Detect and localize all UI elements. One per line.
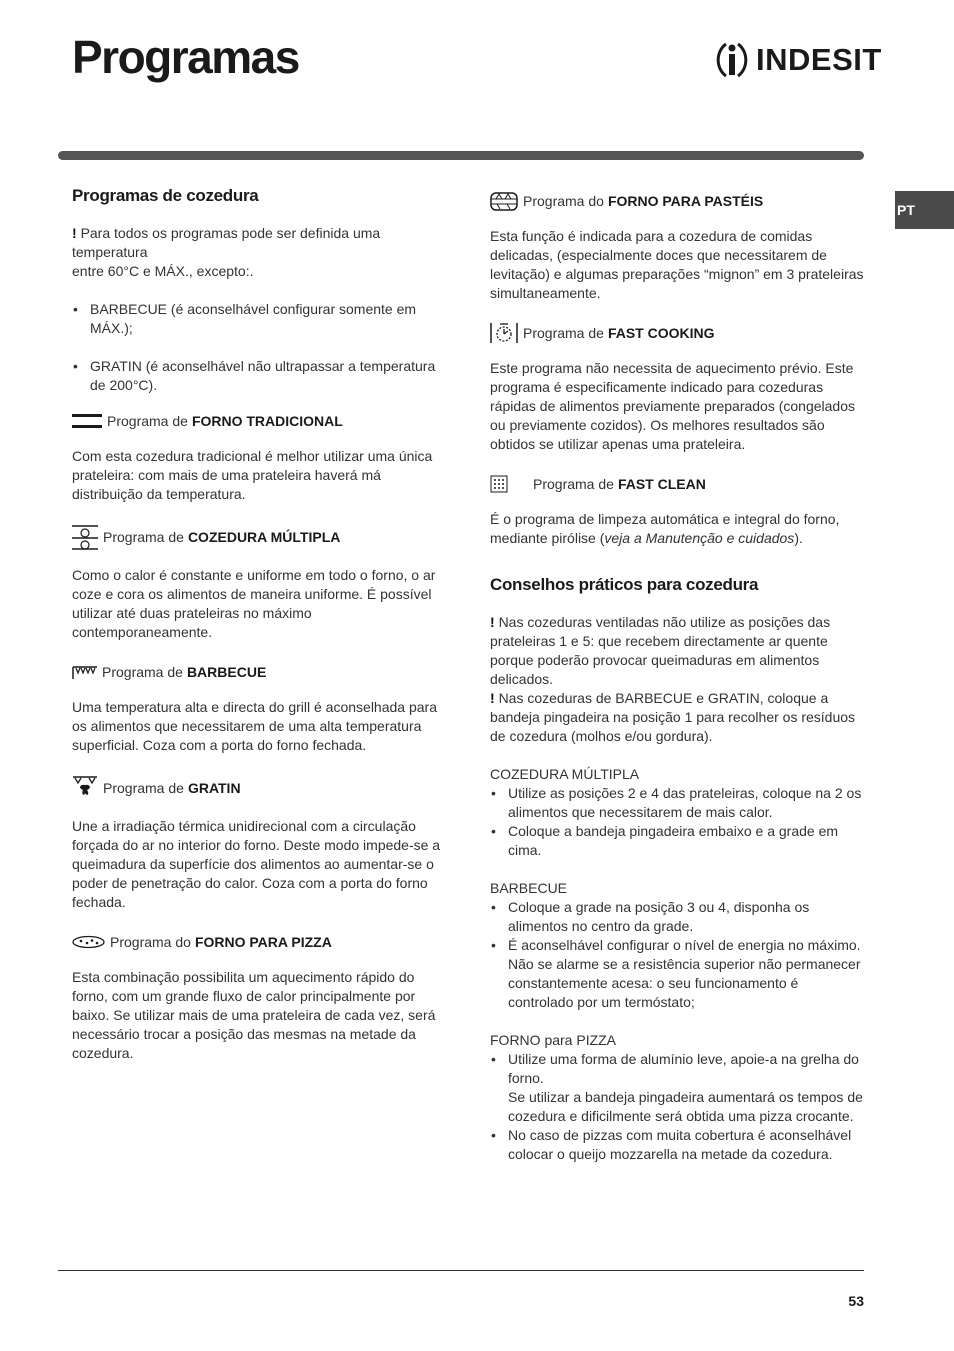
brand-name: INDESIT [756,42,882,77]
list-item: • Coloque a grade na posição 3 ou 4, disponha os alimentos no centro da grade. [490,898,866,936]
list-item: • É aconselhável configurar o nível de energia no máximo. Não se alarme se a resistência superior não permanecer constantemente acesa: o seu funcionamento é controlado por um termóstato; [490,936,866,1012]
list-item: • Coloque a bandeja pingadeira embaixo e a grade em cima. [490,822,866,860]
program-traditional: Programa de FORNO TRADICIONAL [72,410,447,432]
program-fast-cooking: Programa de FAST COOKING [490,322,866,344]
program-gratin: Programa de GRATIN [72,774,447,802]
tips-heading: Conselhos práticos para cozedura [490,575,759,594]
traditional-oven-icon [72,412,102,430]
program-pastry: Programa do FORNO PARA PASTÉIS [490,190,866,212]
multi-cooking-icon [72,524,98,550]
gratin-icon [72,775,98,801]
exception-list [72,300,447,338]
tips-list [490,1050,866,1164]
pizza-icon [72,935,105,949]
tips-list [490,898,866,1012]
program-description: É o programa de limpeza automática e integral do forno, mediante pirólise (veja a Manutenção e cuidados). [490,511,840,546]
footer-rule [58,1270,864,1271]
tips-list [490,784,866,860]
indesit-logo [712,38,882,82]
program-description: Com esta cozedura tradicional é melhor utilizar uma única prateleira: com mais de uma prateleira haverá má distribuição da temperatura. [72,448,433,502]
list-item: • BARBECUE (é aconselhável configurar somente em MÁX.); [72,300,447,338]
program-description: Este programa não necessita de aquecimento prévio. Este programa é especificamente indicado para cozeduras rápidas de alimentos previamente preparados (congelados ou previamente cozidos). Os melhores resultados são obtidos se utilizar apenas uma prateleira. [490,360,855,452]
list-item: • Utilize uma forma de alumínio leve, apoie-a na grelha do forno. Se utilizar a bandeja pingadeira aumentará os tempos de cozedura e dificilmente será obtida uma pizza crocante. [490,1050,866,1126]
intro-text-2: entre 60°C e MÁX., excepto:. [72,263,254,279]
program-description: Esta função é indicada para a cozedura de comidas delicadas, (especialmente doces que necessitarem de levitação) e algumas preparações “mignon” em 3 prateleiras simultaneamente. [490,228,864,301]
intro-text: ! Para todos os programas pode ser definida uma temperatura [72,225,381,260]
program-multi: Programa de COZEDURA MÚLTIPLA [72,523,447,551]
fast-cooking-icon [490,322,518,344]
left-column [72,185,447,1063]
program-barbecue: Programa de BARBECUE [72,661,447,683]
program-pizza: Programa do FORNO PARA PIZZA [72,931,447,953]
page-title: Programas [72,31,299,83]
tips-subsection-title: COZEDURA MÚLTIPLA [490,766,640,782]
fast-clean-icon [490,475,528,493]
barbecue-icon [72,665,97,679]
header-rule [58,151,864,160]
tips-subsection-title: BARBECUE [490,880,568,896]
tips-subsection-title: FORNO para PIZZA [490,1032,617,1048]
page-number: 53 [848,1293,864,1309]
tip-text: ! Nas cozeduras de BARBECUE e GRATIN, coloque a bandeja pingadeira na posição 1 para recolher os resíduos de cozedura (molhos e/ou gordura). [490,690,856,744]
program-description: Une a irradiação térmica unidirecional com a circulação forçada do ar no interior do forno. Deste modo impede-se a queimadura da superfície dos alimentos ao aumentar-se o poder de penetração do calor. Coza com a porta do forno fechada. [72,818,441,910]
list-item: • Utilize as posições 2 e 4 das prateleiras, coloque na 2 os alimentos que necessitarem de mais calor. [490,784,866,822]
language-tab: PT [895,191,954,229]
program-description: Como o calor é constante e uniforme em todo o forno, o ar coze e cora os alimentos de maneira uniforme. É possível utilizar até duas prateleiras no máximo contemporaneamente. [72,567,436,640]
pastry-icon [490,190,518,212]
program-description: Uma temperatura alta e directa do grill é aconselhada para os alimentos que necessitarem de uma alta temperatura superficial. Coza com a porta do forno fechada. [72,699,437,753]
program-description: Esta combinação possibilita um aquecimento rápido do forno, com um grande fluxo de calor principalmente por baixo. Se utilizar mais de uma prateleira de cada vez, será necessário trocar a posição das mesmas na metade da cozedura. [72,969,436,1061]
list-item: • No caso de pizzas com muita cobertura é aconselhável colocar o queijo mozzarella na metade da cozedura. [490,1126,866,1164]
section-heading: Programas de cozedura [72,186,259,205]
right-column [490,190,866,1164]
tip-text: ! Nas cozeduras ventiladas não utilize as posições das prateleiras 1 e 5: que recebem directamente ar quente porque poderão provocar queimaduras em alimentos delicados. [490,614,831,687]
program-fast-clean: Programa de FAST CLEAN [490,473,866,495]
list-item: • GRATIN (é aconselhável não ultrapassar a temperatura de 200°C). [72,357,447,395]
indesit-logo-icon [712,38,752,82]
exception-list [72,357,447,395]
